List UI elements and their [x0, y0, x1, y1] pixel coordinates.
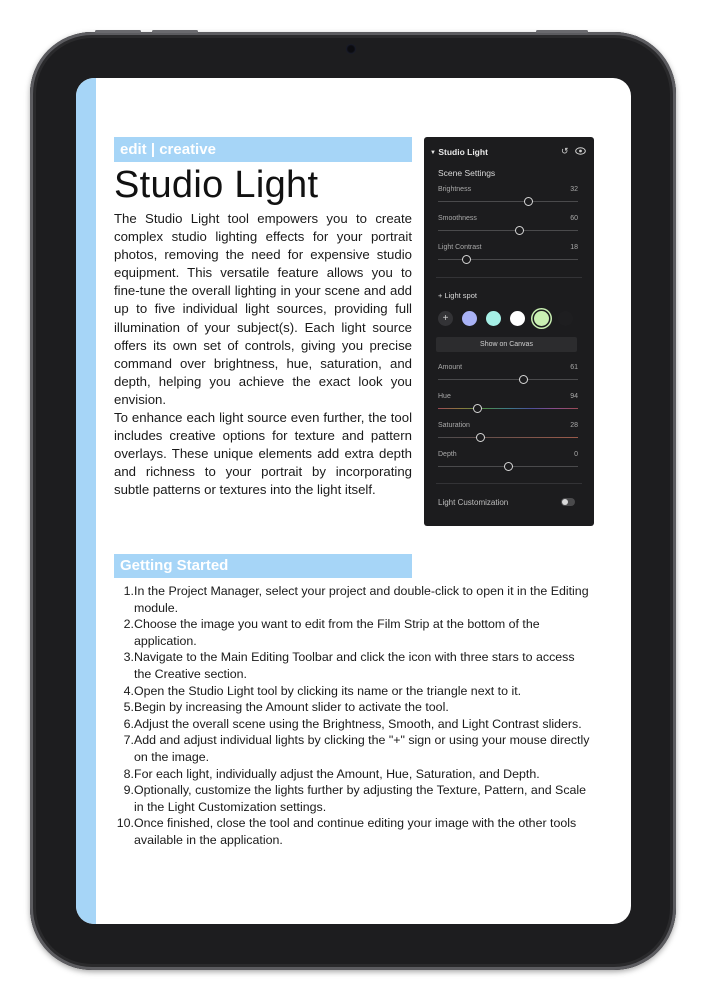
step-text: Add and adjust individual lights by clicking the "+" sign or using your mouse directly on the image. — [134, 733, 590, 764]
slider-label: Saturation — [438, 422, 470, 429]
step-text: Begin by increasing the Amount slider to activate the tool. — [134, 700, 449, 715]
panel-divider — [436, 483, 582, 484]
studio-light-panel — [424, 137, 594, 526]
slider-handle[interactable] — [476, 433, 485, 442]
slider-track[interactable] — [438, 259, 578, 260]
panel-title: Studio Light — [438, 147, 488, 157]
slider-track[interactable] — [438, 201, 578, 202]
camera-icon — [346, 44, 356, 54]
slider-value: 0 — [574, 451, 578, 458]
step-item — [114, 649, 594, 682]
step-number: 7. — [123, 733, 134, 748]
light-spot-dot[interactable] — [534, 311, 549, 326]
panel-header-icons — [561, 146, 586, 157]
slider-label: Light Contrast — [438, 244, 482, 251]
light-spot-dot[interactable] — [558, 311, 573, 326]
slider-label: Hue — [438, 393, 451, 400]
intro-text — [114, 210, 412, 500]
slider-handle[interactable] — [519, 375, 528, 384]
slider-brightness — [438, 186, 578, 212]
step-text: Open the Studio Light tool by clicking its name or the triangle next to it. — [134, 683, 522, 698]
step-item — [114, 766, 594, 783]
add-light-spot-button[interactable]: + — [438, 311, 453, 326]
step-item — [114, 732, 594, 765]
step-number: 2. — [123, 617, 134, 632]
light-spot-dot[interactable] — [486, 311, 501, 326]
light-spot-label: + Light spot — [438, 291, 477, 300]
steps-list — [114, 583, 594, 849]
top-power-button — [536, 30, 588, 33]
top-volume-button — [152, 30, 198, 33]
step-text: Once finished, close the tool and continue editing your image with the other tools available in the application. — [134, 816, 577, 847]
slider-track[interactable] — [438, 379, 578, 380]
slider-handle[interactable] — [473, 404, 482, 413]
step-number: 10. — [116, 816, 134, 831]
step-item — [114, 616, 594, 649]
step-number: 3. — [123, 650, 134, 665]
slider-smoothness — [438, 215, 578, 241]
slider-value: 18 — [570, 244, 578, 251]
slider-value: 94 — [570, 393, 578, 400]
slider-light-contrast — [438, 244, 578, 270]
slider-amount — [438, 364, 578, 390]
slider-handle[interactable] — [504, 462, 513, 471]
panel-header[interactable] — [430, 147, 488, 157]
section-title: Getting Started — [114, 554, 412, 578]
slider-label: Smoothness — [438, 215, 477, 222]
step-number: 8. — [123, 766, 134, 781]
slider-track[interactable] — [438, 408, 578, 409]
step-number: 1. — [123, 584, 134, 598]
intro-paragraph: The Studio Light tool empowers you to create complex studio lighting effects for your portrait photos, removing the need for expensive studio equipment. This versatile feature allows you to fine-tune the overall lighting in your scene and add up to five individual light sources, providing full illumination of your subject(s). Each light source offers its own set of controls, giving you precise command over brightness, hue, saturation, and depth, helping you achieve the exact look you envision. — [114, 211, 412, 407]
accent-stripe — [76, 78, 96, 924]
slider-label: Brightness — [438, 186, 472, 193]
step-text: Navigate to the Main Editing Toolbar and click the icon with three stars to access the Creative section. — [134, 650, 575, 681]
step-text: Choose the image you want to edit from the Film Strip at the bottom of the application. — [134, 617, 540, 648]
light-spot-dot[interactable] — [510, 311, 525, 326]
light-customization-label: Light Customization — [438, 498, 509, 507]
slider-value: 32 — [570, 186, 578, 193]
screen — [76, 78, 631, 924]
page-title: Studio Light — [114, 164, 319, 206]
step-number: 6. — [123, 716, 134, 731]
step-item — [114, 716, 594, 733]
category-tag: edit | creative — [114, 137, 412, 162]
panel-divider — [436, 277, 582, 278]
step-text: Adjust the overall scene using the Brightness, Smooth, and Light Contrast sliders. — [134, 716, 582, 731]
light-customization-toggle[interactable] — [561, 498, 575, 506]
slider-value: 28 — [570, 422, 578, 429]
light-spot-dot[interactable] — [462, 311, 477, 326]
slider-handle[interactable] — [462, 255, 471, 264]
step-item — [114, 699, 594, 716]
slider-hue — [438, 393, 578, 419]
show-on-canvas-button[interactable]: Show on Canvas — [436, 337, 577, 352]
slider-depth — [438, 451, 578, 477]
slider-track[interactable] — [438, 437, 578, 438]
reset-icon[interactable]: ↺ — [560, 146, 569, 156]
scene-settings-label: Scene Settings — [438, 168, 496, 178]
step-number: 5. — [123, 700, 134, 715]
slider-track[interactable] — [438, 230, 578, 231]
step-item — [114, 782, 594, 815]
light-spot-selector — [438, 311, 588, 331]
slider-handle[interactable] — [515, 226, 524, 235]
step-item — [114, 683, 594, 700]
step-number: 9. — [123, 783, 134, 798]
step-item — [114, 583, 594, 616]
step-number: 4. — [123, 683, 134, 698]
top-volume-button — [95, 30, 141, 33]
slider-value: 60 — [570, 215, 578, 222]
slider-handle[interactable] — [524, 197, 533, 206]
slider-label: Amount — [438, 364, 463, 371]
step-text: Optionally, customize the lights further by adjusting the Texture, Pattern, and Scale in the Light Customization settings. — [134, 783, 587, 814]
step-text: For each light, individually adjust the Amount, Hue, Saturation, and Depth. — [134, 766, 540, 781]
slider-saturation — [438, 422, 578, 448]
slider-value: 61 — [570, 364, 578, 371]
eye-icon[interactable] — [575, 146, 586, 156]
intro-paragraph: To enhance each light source even further, the tool includes creative options for texture and pattern overlays. These unique elements add extra depth and richness to your portrait by incorporating subtle patterns or textures into the light itself. — [114, 410, 412, 498]
triangle-down-icon[interactable]: ▼ — [430, 150, 436, 156]
step-item — [114, 815, 594, 848]
slider-label: Depth — [438, 451, 457, 458]
step-text: In the Project Manager, select your project and double-click to open it in the Editing module. — [134, 584, 589, 615]
